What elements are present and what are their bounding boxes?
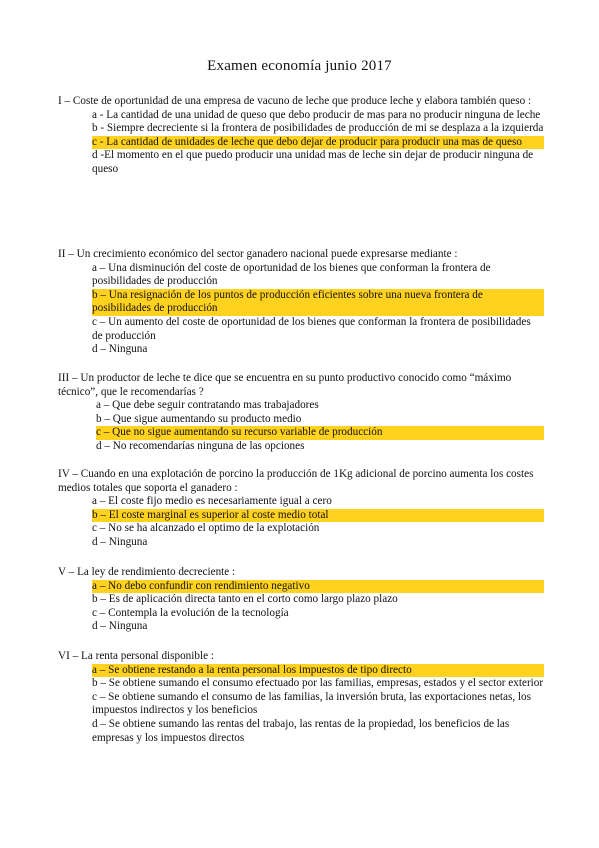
option-a-highlighted: a – No debo confundir con rendimiento negativo (92, 580, 544, 594)
question-stem: V – La ley de rendimiento decreciente : (58, 566, 236, 578)
option-b-highlighted: b – El coste marginal es superior al coste medio total (92, 509, 544, 523)
question-stem: I – Coste de oportunidad de una empresa de vacuno de leche que produce leche y elabora también queso : (58, 95, 532, 107)
question-5 (58, 566, 544, 634)
option-c: c – Se obtiene sumando el consumo de las familias, la inversión bruta, las exportaciones netas, los impuestos indirectos y los beneficios (92, 690, 532, 717)
option-b: b – Que sigue aumentando su producto medio (96, 412, 302, 425)
option-d: d – Ninguna (92, 620, 148, 633)
option-c-highlighted: c - La cantidad de unidades de leche que debo dejar de producir para producir una mas de queso (92, 136, 544, 150)
option-a-highlighted: a – Se obtiene restando a la renta personal los impuestos de tipo directo (92, 664, 544, 678)
question-stem: III – Un productor de leche te dice que se encuentra en su punto productivo conocido como “máximo técnico”, que le recomendarías ? (58, 372, 512, 398)
question-stem: VI – La renta personal disponible : (58, 650, 214, 662)
question-1 (58, 95, 544, 177)
option-d: d -El momento en el que puedo producir una unidad mas de leche sin dejar de producir ninguna de queso (92, 149, 534, 175)
option-c: c – No se ha alcanzado el optimo de la explotación (92, 522, 320, 535)
option-d: d – Ninguna (92, 343, 148, 356)
option-d: d – Ninguna (92, 535, 148, 548)
question-3 (58, 372, 544, 454)
option-b: b - Siempre decreciente si la frontera de posibilidades de producción de mi se desplaza a la izquierda (92, 122, 544, 135)
option-a: a - La cantidad de una unidad de queso que debo producir de mas para no producir ninguna de leche (92, 108, 541, 121)
option-a: a – El coste fijo medio es necesariamente igual a cero (92, 495, 332, 508)
option-d: d – Se obtiene sumando las rentas del trabajo, las rentas de la propiedad, los beneficios de las empresas y los impuestos directos (92, 717, 510, 744)
option-b: b – Es de aplicación directa tanto en el corto como largo plazo plazo (92, 593, 398, 606)
question-6 (58, 650, 544, 745)
option-c-highlighted: c – Que no sigue aumentando su recurso variable de producción (96, 426, 544, 440)
question-2 (58, 248, 544, 357)
option-c: c – Un aumento del coste de oportunidad de los bienes que conforman la frontera de posibilidades de producción (92, 315, 531, 342)
option-a: a – Que debe seguir contratando mas trabajadores (96, 399, 319, 412)
option-d: d – No recomendarías ninguna de las opciones (96, 439, 305, 452)
question-4 (58, 468, 544, 550)
page-title: Examen economía junio 2017 (207, 58, 392, 74)
option-b-highlighted: b – Una resignación de los puntos de producción eficientes sobre una nueva frontera de posibilidades de producción (92, 289, 544, 316)
question-stem: II – Un crecimiento económico del sector ganadero nacional puede expresarse mediante : (58, 248, 458, 260)
option-a: a – Una disminución del coste de oportunidad de los bienes que conforman la frontera de posibilidades de producción (92, 261, 491, 288)
option-b: b – Se obtiene sumando el consumo efectuado por las familias, empresas, estados y el sector exterior (92, 677, 544, 690)
question-stem: IV – Cuando en una explotación de porcino la producción de 1Kg adicional de porcino aumenta los costes medios totales que soporta el ganadero : (58, 468, 534, 494)
option-c: c – Contempla la evolución de la tecnología (92, 606, 289, 619)
